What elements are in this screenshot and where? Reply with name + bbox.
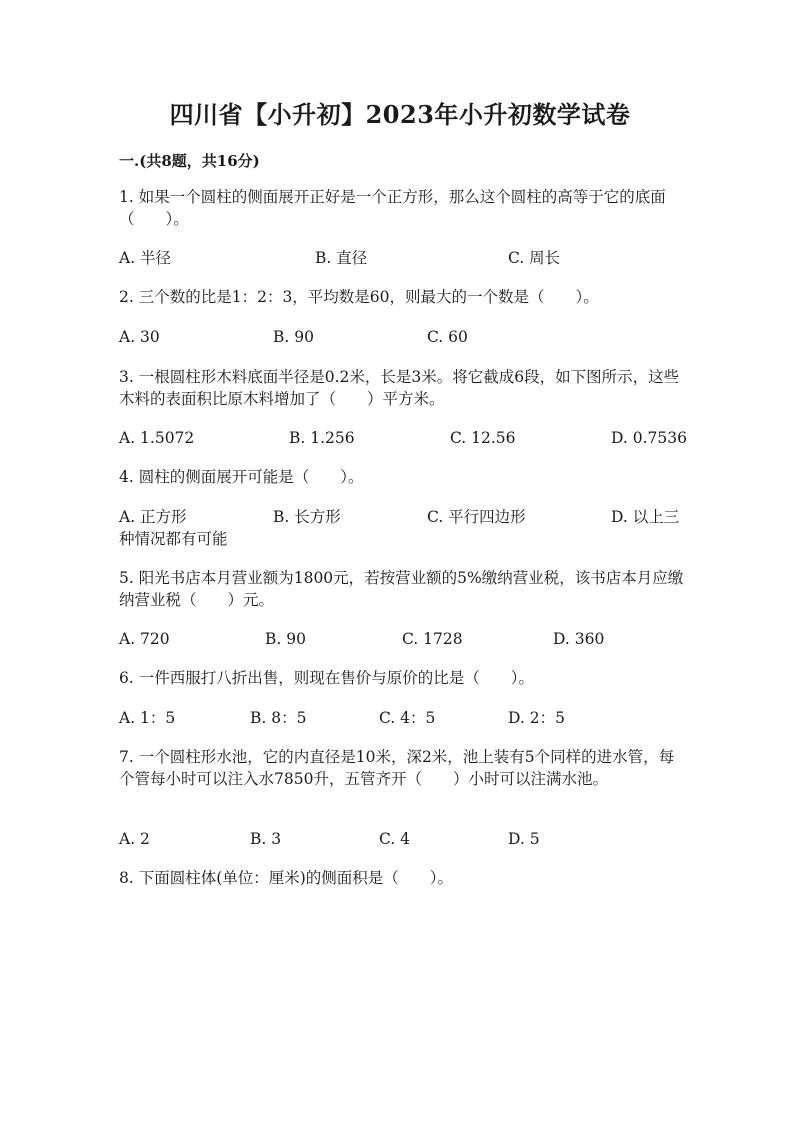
question-5: 5. 阳光书店本月营业额为1800元，若按营业额的5%缴纳营业税，该书店本月应缴纳营业税（ ）元。 bbox=[119, 569, 684, 609]
q4-option-b[interactable]: B. 长方形 bbox=[273, 508, 341, 526]
question-2: 2. 三个数的比是1：2：3，平均数是60，则最大的一个数是（ ）。 bbox=[119, 288, 599, 306]
question-1: 1. 如果一个圆柱的侧面展开正好是一个正方形，那么这个圆柱的高等于它的底面（ ）。 bbox=[119, 188, 666, 228]
q7-option-b[interactable]: B. 3 bbox=[250, 830, 282, 848]
question-4-options bbox=[119, 506, 684, 528]
q3-option-c[interactable]: C. 12.56 bbox=[450, 429, 516, 447]
q7-option-d[interactable]: D. 5 bbox=[508, 830, 540, 848]
q5-option-b[interactable]: B. 90 bbox=[265, 630, 306, 648]
question-7: 7. 一个圆柱形水池，它的内直径是10米，深2米，池上装有5个同样的进水管，每个管每小时可以注入水7850升，五管齐开（ ）小时可以注满水池。 bbox=[119, 748, 675, 788]
question-3: 3. 一根圆柱形木料底面半径是0.2米，长是3米。将它截成6段，如下图所示，这些木料的表面积比原木料增加了（ ）平方米。 bbox=[119, 368, 680, 408]
question-4: 4. 圆柱的侧面展开可能是（ ）。 bbox=[119, 468, 364, 486]
q2-option-c[interactable]: C. 60 bbox=[427, 328, 468, 346]
question-6-options bbox=[119, 707, 684, 729]
q4-option-d[interactable]: D. 以上三 bbox=[611, 508, 680, 526]
q3-option-b[interactable]: B. 1.256 bbox=[289, 429, 355, 447]
q3-option-d[interactable]: D. 0.7536 bbox=[611, 429, 687, 447]
question-1-options bbox=[119, 247, 684, 269]
q6-option-b[interactable]: B. 8：5 bbox=[250, 709, 307, 727]
q2-option-a[interactable]: A. 30 bbox=[119, 328, 160, 346]
question-8: 8. 下面圆柱体(单位：厘米)的侧面积是（ ）。 bbox=[119, 869, 454, 887]
q6-option-d[interactable]: D. 2：5 bbox=[508, 709, 565, 727]
q1-option-c[interactable]: C. 周长 bbox=[508, 249, 561, 267]
question-7-options bbox=[119, 828, 684, 850]
q1-option-a[interactable]: A. 半径 bbox=[119, 249, 172, 267]
q4-option-d-continuation: 种情况都有可能 bbox=[119, 530, 228, 548]
section-heading: 一.(共8题，共16分) bbox=[119, 152, 260, 170]
q5-option-c[interactable]: C. 1728 bbox=[402, 630, 463, 648]
q4-option-a[interactable]: A. 正方形 bbox=[119, 508, 187, 526]
question-6: 6. 一件西服打八折出售，则现在售价与原价的比是（ ）。 bbox=[119, 669, 534, 687]
q6-option-a[interactable]: A. 1：5 bbox=[119, 709, 176, 727]
page-title: 四川省【小升初】2023年小升初数学试卷 bbox=[169, 100, 631, 129]
q5-option-a[interactable]: A. 720 bbox=[119, 630, 170, 648]
q2-option-b[interactable]: B. 90 bbox=[273, 328, 314, 346]
q7-option-a[interactable]: A. 2 bbox=[119, 830, 150, 848]
question-5-options bbox=[119, 628, 684, 650]
q3-option-a[interactable]: A. 1.5072 bbox=[119, 429, 195, 447]
q1-option-b[interactable]: B. 直径 bbox=[315, 249, 368, 267]
q6-option-c[interactable]: C. 4：5 bbox=[379, 709, 436, 727]
q7-option-c[interactable]: C. 4 bbox=[379, 830, 411, 848]
q5-option-d[interactable]: D. 360 bbox=[553, 630, 605, 648]
question-2-options bbox=[119, 326, 684, 348]
q4-option-c[interactable]: C. 平行四边形 bbox=[427, 508, 526, 526]
question-3-options bbox=[119, 427, 687, 449]
